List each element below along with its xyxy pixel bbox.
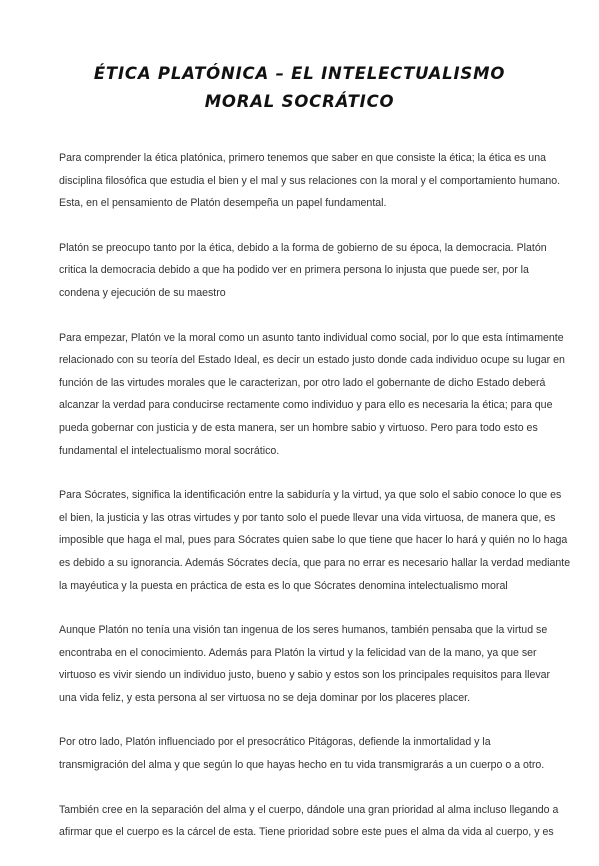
text-line: condena y ejecución de su maestro <box>59 286 226 299</box>
text-line: Para Sócrates, significa la identificación entre la sabiduría y la virtud, ya que solo el sabio conoce lo que es <box>59 489 562 502</box>
text-line: Por otro lado, Platón influenciado por el presocrático Pitágoras, defiende la inmortalidad y la <box>59 736 491 749</box>
paragraph-7 <box>59 799 559 844</box>
text-line: una vida feliz, y esta persona al ser virtuosa no se deja dominar por los placeres placer. <box>59 691 471 704</box>
title-line-2: MORAL SOCRÁTICO <box>204 92 395 111</box>
document-body <box>59 147 571 866</box>
text-line: Para comprender la ética platónica, primero tenemos que saber en que consiste la ética; la ética es una <box>59 152 546 164</box>
text-line: fundamental el intelectualismo moral socrático. <box>59 444 280 457</box>
paragraph-1 <box>59 147 561 215</box>
paragraph-2 <box>59 237 547 305</box>
text-line: encontraba en el conocimiento. Además para Platón la virtud y la felicidad van de la mano, ya que ser <box>59 646 537 659</box>
text-line: Esta, en el pensamiento de Platón desempeña un papel fundamental. <box>59 197 387 210</box>
text-line: disciplina filosófica que estudia el bien y el mal y sus relaciones con la moral y el comportamiento humano. <box>59 174 561 187</box>
text-line: transmigración del alma y que según lo que hayas hecho en tu vida transmigrarás a un cuerpo o a otro. <box>59 759 545 772</box>
text-line: virtuoso es vivir siendo un individuo justo, bueno y sabio y estos son los principales requisitos para llevar <box>59 669 551 682</box>
text-line: relacionado con su teoría del Estado Ideal, es decir un estado justo donde cada individuo ocupe su lugar en <box>59 354 565 367</box>
text-line: imposible que haga el mal, pues para Sócrates quien sabe lo que tiene que hacer lo hará y quién no lo haga <box>59 534 568 547</box>
text-line: Aunque Platón no tenía una visión tan ingenua de los seres humanos, también pensaba que la virtud se <box>59 624 548 637</box>
title-line-1: ÉTICA PLATÓNICA – EL INTELECTUALISMO <box>93 64 506 83</box>
paragraph-6 <box>59 731 543 776</box>
text-line: También cree en la separación del alma y el cuerpo, dándole una gran prioridad al alma incluso llegando a <box>59 803 559 816</box>
text-line: es debido a su ignorancia. Además Sócrates decía, que para no errar es necesario hallar la verdad mediante <box>59 556 571 569</box>
text-line: el bien, la justicia y las otras virtudes y por tanto solo el puede llevar una vida virtuosa, de manera que, es <box>59 511 556 524</box>
text-line: función de las virtudes morales que le caracterizan, por otro lado el gobernante de dicho Estado deberá <box>59 376 546 389</box>
text-line: Para empezar, Platón ve la moral como un asunto tanto individual como social, por lo que esta íntimamente <box>59 331 564 344</box>
text-line: alcanzar la verdad para conducirse rectamente como individuo y para ello es necesaria la ética; para que <box>59 399 553 412</box>
text-line: Platón se preocupo tanto por la ética, debido a la forma de gobierno de su época, la democracia. Platón <box>59 241 547 254</box>
text-line: la mayéutica y la puesta en práctica de esta es lo que Sócrates denomina intelectualismo moral <box>59 579 508 592</box>
paragraph-4 <box>59 484 571 597</box>
document-title <box>40 60 559 116</box>
text-line: critica la democracia debido a que ha podido ver en primera persona lo injusta que puede ser, por la <box>59 264 529 277</box>
paragraph-5 <box>59 619 551 709</box>
text-line: pueda gobernar con justicia y de esta manera, ser un hombre sabio y virtuoso. Pero para todo esto es <box>59 421 538 434</box>
paragraph-3 <box>59 327 565 463</box>
text-line: afirmar que el cuerpo es la cárcel de esta. Tiene prioridad sobre este pues el alma da vida al cuerpo, y es <box>59 826 554 839</box>
